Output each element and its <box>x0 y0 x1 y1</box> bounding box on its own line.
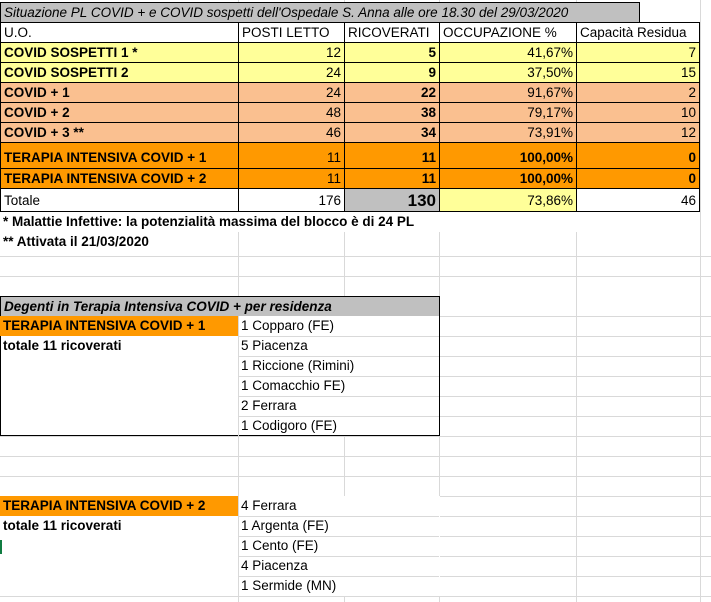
table-row-uo: COVID + 2 <box>0 102 239 123</box>
table-cell-ricoverati: 22 <box>344 82 440 103</box>
table-cell-capacita: 10 <box>576 102 700 123</box>
table-cell-occupazione: 73,91% <box>439 122 577 143</box>
header-posti-letto: POSTI LETTO <box>238 22 345 43</box>
grid-row-line <box>0 456 711 457</box>
grid-row-line <box>238 336 439 337</box>
table-row-uo: COVID + 1 <box>0 82 239 103</box>
table-cell-capacita: 15 <box>576 62 700 83</box>
footnote-1: * Malattie Infettive: la potenzialità massima del blocco è di 24 PL <box>0 212 600 232</box>
grid-row-line <box>238 416 439 417</box>
grid-row-line <box>238 516 439 517</box>
table-cell-ricoverati: 11 <box>344 168 440 189</box>
table-row-uo: COVID SOSPETTI 2 <box>0 62 239 83</box>
table-cell-posti: 46 <box>238 122 345 143</box>
grid-row-line <box>238 556 439 557</box>
grid-row-line <box>439 356 711 357</box>
table-row-uo: TERAPIA INTENSIVA COVID + 1 <box>0 142 239 169</box>
table-cell-occupazione: 100,00% <box>439 168 577 189</box>
total-posti: 176 <box>238 188 345 212</box>
table-cell-capacita: 12 <box>576 122 700 143</box>
grid-row-line <box>439 516 711 517</box>
table-cell-posti: 11 <box>238 142 345 169</box>
grid-row-line <box>439 376 711 377</box>
grid-row-line <box>439 556 711 557</box>
list-item: 1 Riccione (Rimini) <box>241 358 355 373</box>
table-cell-capacita: 2 <box>576 82 700 103</box>
table-cell-ricoverati: 38 <box>344 102 440 123</box>
list-item: 2 Ferrara <box>241 398 297 413</box>
table-cell-ricoverati: 9 <box>344 62 440 83</box>
header-occupazione: OCCUPAZIONE % <box>439 22 577 43</box>
table-cell-occupazione: 79,17% <box>439 102 577 123</box>
grid-row-line <box>439 396 711 397</box>
list-item: 5 Piacenza <box>241 338 308 353</box>
table-cell-posti: 24 <box>238 82 345 103</box>
grid-row-line <box>439 416 711 417</box>
table-cell-posti: 48 <box>238 102 345 123</box>
table-row-uo: COVID SOSPETTI 1 * <box>0 42 239 63</box>
total-capacita: 46 <box>576 188 700 212</box>
header-ricoverati: RICOVERATI <box>344 22 440 43</box>
table-cell-occupazione: 41,67% <box>439 42 577 63</box>
list-item: 1 Codigoro (FE) <box>241 418 338 433</box>
grid-row-line <box>238 376 439 377</box>
total-occupazione: 73,86% <box>439 188 577 212</box>
grid-col-line <box>700 0 701 602</box>
grid-row-line <box>439 536 711 537</box>
table-cell-ricoverati: 34 <box>344 122 440 143</box>
header-uo: U.O. <box>0 22 239 43</box>
group-1-total: totale 11 ricoverati <box>3 338 122 353</box>
list-item: 1 Sermide (MN) <box>241 578 337 593</box>
grid-row-line <box>0 276 711 277</box>
list-item: 4 Ferrara <box>241 498 297 513</box>
table-cell-posti: 24 <box>238 62 345 83</box>
grid-row-line <box>238 356 439 357</box>
grid-row-line <box>0 476 711 477</box>
residence-title: Degenti in Terapia Intensiva COVID + per residenza <box>0 296 440 317</box>
list-item: 1 Cento (FE) <box>241 538 319 553</box>
table-cell-posti: 12 <box>238 42 345 63</box>
table-title: Situazione PL COVID + e COVID sospetti dell'Ospedale S. Anna alle ore 18.30 del 29/03/2020 <box>0 2 640 23</box>
grid-row-line <box>0 256 711 257</box>
total-label: Totale <box>0 188 239 212</box>
group-2-label: TERAPIA INTENSIVA COVID + 2 <box>0 496 238 516</box>
grid-row-line <box>238 536 439 537</box>
table-cell-capacita: 0 <box>576 168 700 189</box>
grid-row-line <box>0 436 711 437</box>
table-cell-ricoverati: 5 <box>344 42 440 63</box>
grid-row-line <box>238 576 439 577</box>
table-cell-occupazione: 100,00% <box>439 142 577 169</box>
grid-row-line <box>439 316 711 317</box>
list-item: 1 Copparo (FE) <box>241 318 335 333</box>
table-cell-posti: 11 <box>238 168 345 189</box>
grid-row-line <box>0 596 440 597</box>
table-row-uo: COVID + 3 ** <box>0 122 239 143</box>
total-ricoverati: 130 <box>344 188 440 212</box>
table-cell-capacita: 0 <box>576 142 700 169</box>
list-item: 1 Comacchio FE) <box>241 378 346 393</box>
group-2-total: totale 11 ricoverati <box>3 518 122 533</box>
list-item: 1 Argenta (FE) <box>241 518 329 533</box>
group-1-label: TERAPIA INTENSIVA COVID + 1 <box>0 316 238 336</box>
grid-row-line <box>238 396 439 397</box>
footnote-2: ** Attivata il 21/03/2020 <box>0 232 238 252</box>
cell-selection-marker[interactable] <box>0 540 2 554</box>
table-cell-capacita: 7 <box>576 42 700 63</box>
table-cell-occupazione: 37,50% <box>439 62 577 83</box>
table-cell-ricoverati: 11 <box>344 142 440 169</box>
list-item: 4 Piacenza <box>241 558 308 573</box>
grid-row-line <box>439 336 711 337</box>
grid-col-line <box>238 496 239 596</box>
header-capacita-residua: Capacità Residua <box>576 22 700 43</box>
grid-row-line <box>439 576 711 577</box>
table-row-uo: TERAPIA INTENSIVA COVID + 2 <box>0 168 239 189</box>
table-cell-occupazione: 91,67% <box>439 82 577 103</box>
